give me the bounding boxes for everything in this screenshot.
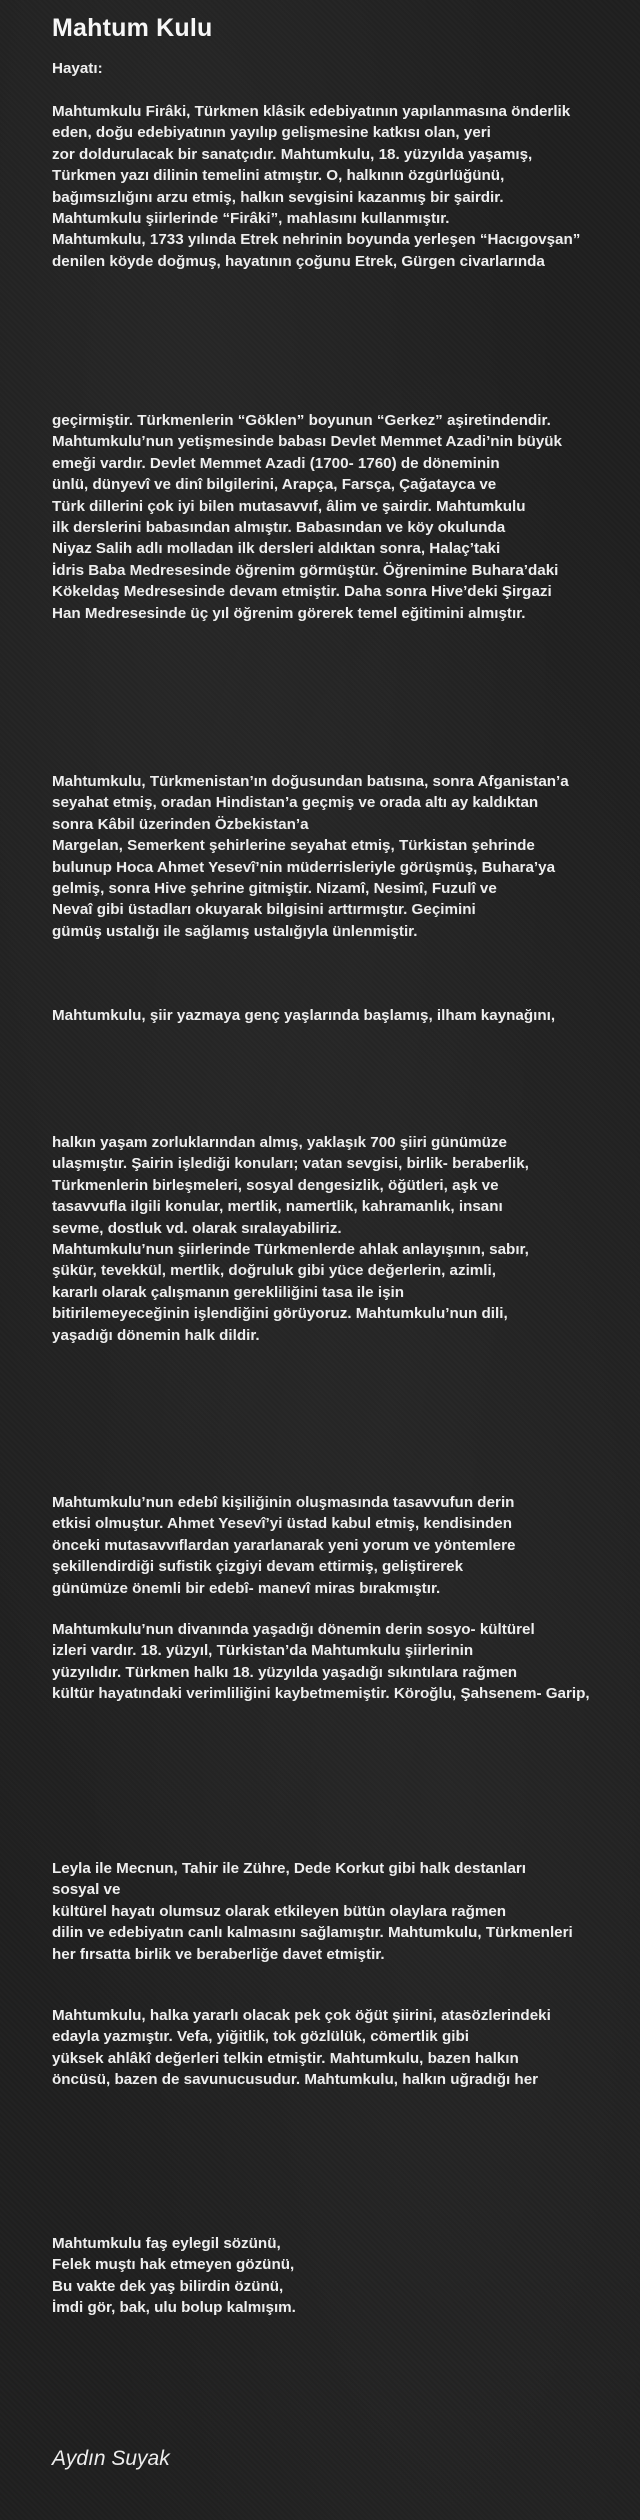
section-heading: Hayatı:	[52, 60, 103, 77]
paragraph-sufism: Mahtumkulu’nun edebî kişiliğinin oluşmasında tasavvufun derin etkisi olmuştur. Ahmet Yesevî’yi üstad kabul etmiş, kendisinden önceki mutasavvıflardan yararlanarak yeni yorum ve yöntemlere şekillendirdiği sufistik çizgiyi devam ettirmiş, geliştirerek günümüze önemli bir edebî- manevî miras bırakmıştır.	[52, 1494, 516, 1597]
paragraph-education: geçirmiştir. Türkmenlerin “Göklen” boyunun “Gerkez” aşiretindendir. Mahtumkulu’nun yetişmesinde babası Devlet Memmet Azadi’nin büyük emeği vardır. Devlet Memmet Azadi (1700- 1760) de döneminin ünlü, dünyevî ve dinî bilgilerini, Arapça, Farsça, Çağatayca ve Türk dillerini çok iyi bilen mutasavvıf, âlim ve şairdir. Mahtumkulu ilk derslerini babasından almıştır. Babasından ve köy okulunda Niyaz Salih adlı molladan ilk dersleri aldıktan sonra, Halaç’taki İdris Baba Medresesinde öğrenim görmüştür. Öğrenimine Buhara’daki Kökeldaş Medresesinde devam etmiştir. Daha sonra Hive’deki Şirgazi Han Medresesinde üç yıl öğrenim görerek temel eğitimini almıştır.	[52, 412, 563, 622]
paragraph-poetry-start: Mahtumkulu, şiir yazmaya genç yaşlarında başlamış, ilham kaynağını,	[52, 1007, 556, 1024]
paragraph-biography-intro: Mahtumkulu Firâki, Türkmen klâsik edebiyatının yapılanmasına önderlik eden, doğu edebiyatının yayılıp gelişmesine katkısı olan, yeri zor doldurulacak bir sanatçıdır. Mahtumkulu, 18. yüzyılda yaşamış, Türkmen yazı dilinin temelini atmıştır. O, halkının özgürlüğünü, bağımsızlığını arzu etmiş, halkın sevgisini kazanmış bir şairdir. Mahtumkulu şiirlerinde “Firâki”, mahlasını kullanmıştır. Mahtumkulu, 1733 yılında Etrek nehrinin boyunda yerleşen “Hacıgovşan” denilen köyde doğmuş, hayatının çoğunu Etrek, Gürgen civarlarında	[52, 103, 581, 270]
paragraph-epics: Leyla ile Mecnun, Tahir ile Zühre, Dede Korkut gibi halk destanları sosyal ve kültürel hayatı olumsuz olarak etkileyen bütün olaylara rağmen dilin ve edebiyatın canlı kalmasını sağlamıştır. Mahtumkulu, Türkmenleri her fırsatta birlik ve beraberliğe davet etmiştir.	[52, 1860, 573, 1963]
paragraph-themes: halkın yaşam zorluklarından almış, yaklaşık 700 şiiri günümüze ulaşmıştır. Şairin işlediği konuları; vatan sevgisi, birlik- beraberlik, Türkmenlerin birleşmeleri, sosyal dengesizlik, öğütleri, aşk ve tasavvufla ilgili konular, mertlik, namertlik, kahramanlık, insanı sevme, dostluk vd. olarak sıralayabiliriz. Mahtumkulu’nun şiirlerinde Türkmenlerde ahlak anlayışının, sabır, şükür, tevekkül, mertlik, doğruluk gibi yüce değerlerin, azimli, kararlı olarak çalışmanın gerekliliğini tasa ile işin bitirilemeyeceğinin işlendiğini görüyoruz. Mahtumkulu’nun dili, yaşadığı dönemin halk dildir.	[52, 1134, 529, 1344]
paragraph-divan: Mahtumkulu’nun divanında yaşadığı dönemin derin sosyo- kültürel izleri vardır. 18. yüzyıl, Türkistan’da Mahtumkulu şiirlerinin yüzyılıdır. Türkmen halkı 18. yüzyılda yaşadığı sıkıntılara rağmen kültür hayatındaki verimliliğini kaybetmemiştir. Köroğlu, Şahsenem- Garip,	[52, 1621, 590, 1703]
poem-author: Aydın Suyak	[52, 2447, 170, 2470]
paragraph-travels: Mahtumkulu, Türkmenistan’ın doğusundan batısına, sonra Afganistan’a seyahat etmiş, oradan Hindistan’a geçmiş ve orada altı ay kaldıktan sonra Kâbil üzerinden Özbekistan’a Margelan, Semerkent şehirlerine seyahat etmiş, Türkistan şehrinde bulunup Hoca Ahmet Yesevî’nin müderrisleriyle görüşmüş, Buhara’ya gelmiş, sonra Hive şehrine gitmiştir. Nizamî, Nesimî, Fuzulî ve Nevaî gibi üstadları okuyarak bilgisini arttırmıştır. Geçimini gümüş ustalığı ile sağlamış ustalığıyla ünlenmiştir.	[52, 773, 569, 940]
poem-stanza: Mahtumkulu faş eylegil sözünü, Felek muştı hak etmeyen gözünü, Bu vakte dek yaş bilirdin özünü, İmdi gör, bak, ulu bolup kalmışım.	[52, 2235, 296, 2317]
poem-title: Mahtum Kulu	[52, 14, 213, 42]
paragraph-advice: Mahtumkulu, halka yararlı olacak pek çok öğüt şiirini, atasözlerindeki edayla yazmıştır. Vefa, yiğitlik, tok gözlülük, cömertlik gibi yüksek ahlâkî değerleri telkin etmiştir. Mahtumkulu, bazen halkın öncüsü, bazen de savunucusudur. Mahtumkulu, halkın uğradığı her	[52, 2007, 551, 2089]
